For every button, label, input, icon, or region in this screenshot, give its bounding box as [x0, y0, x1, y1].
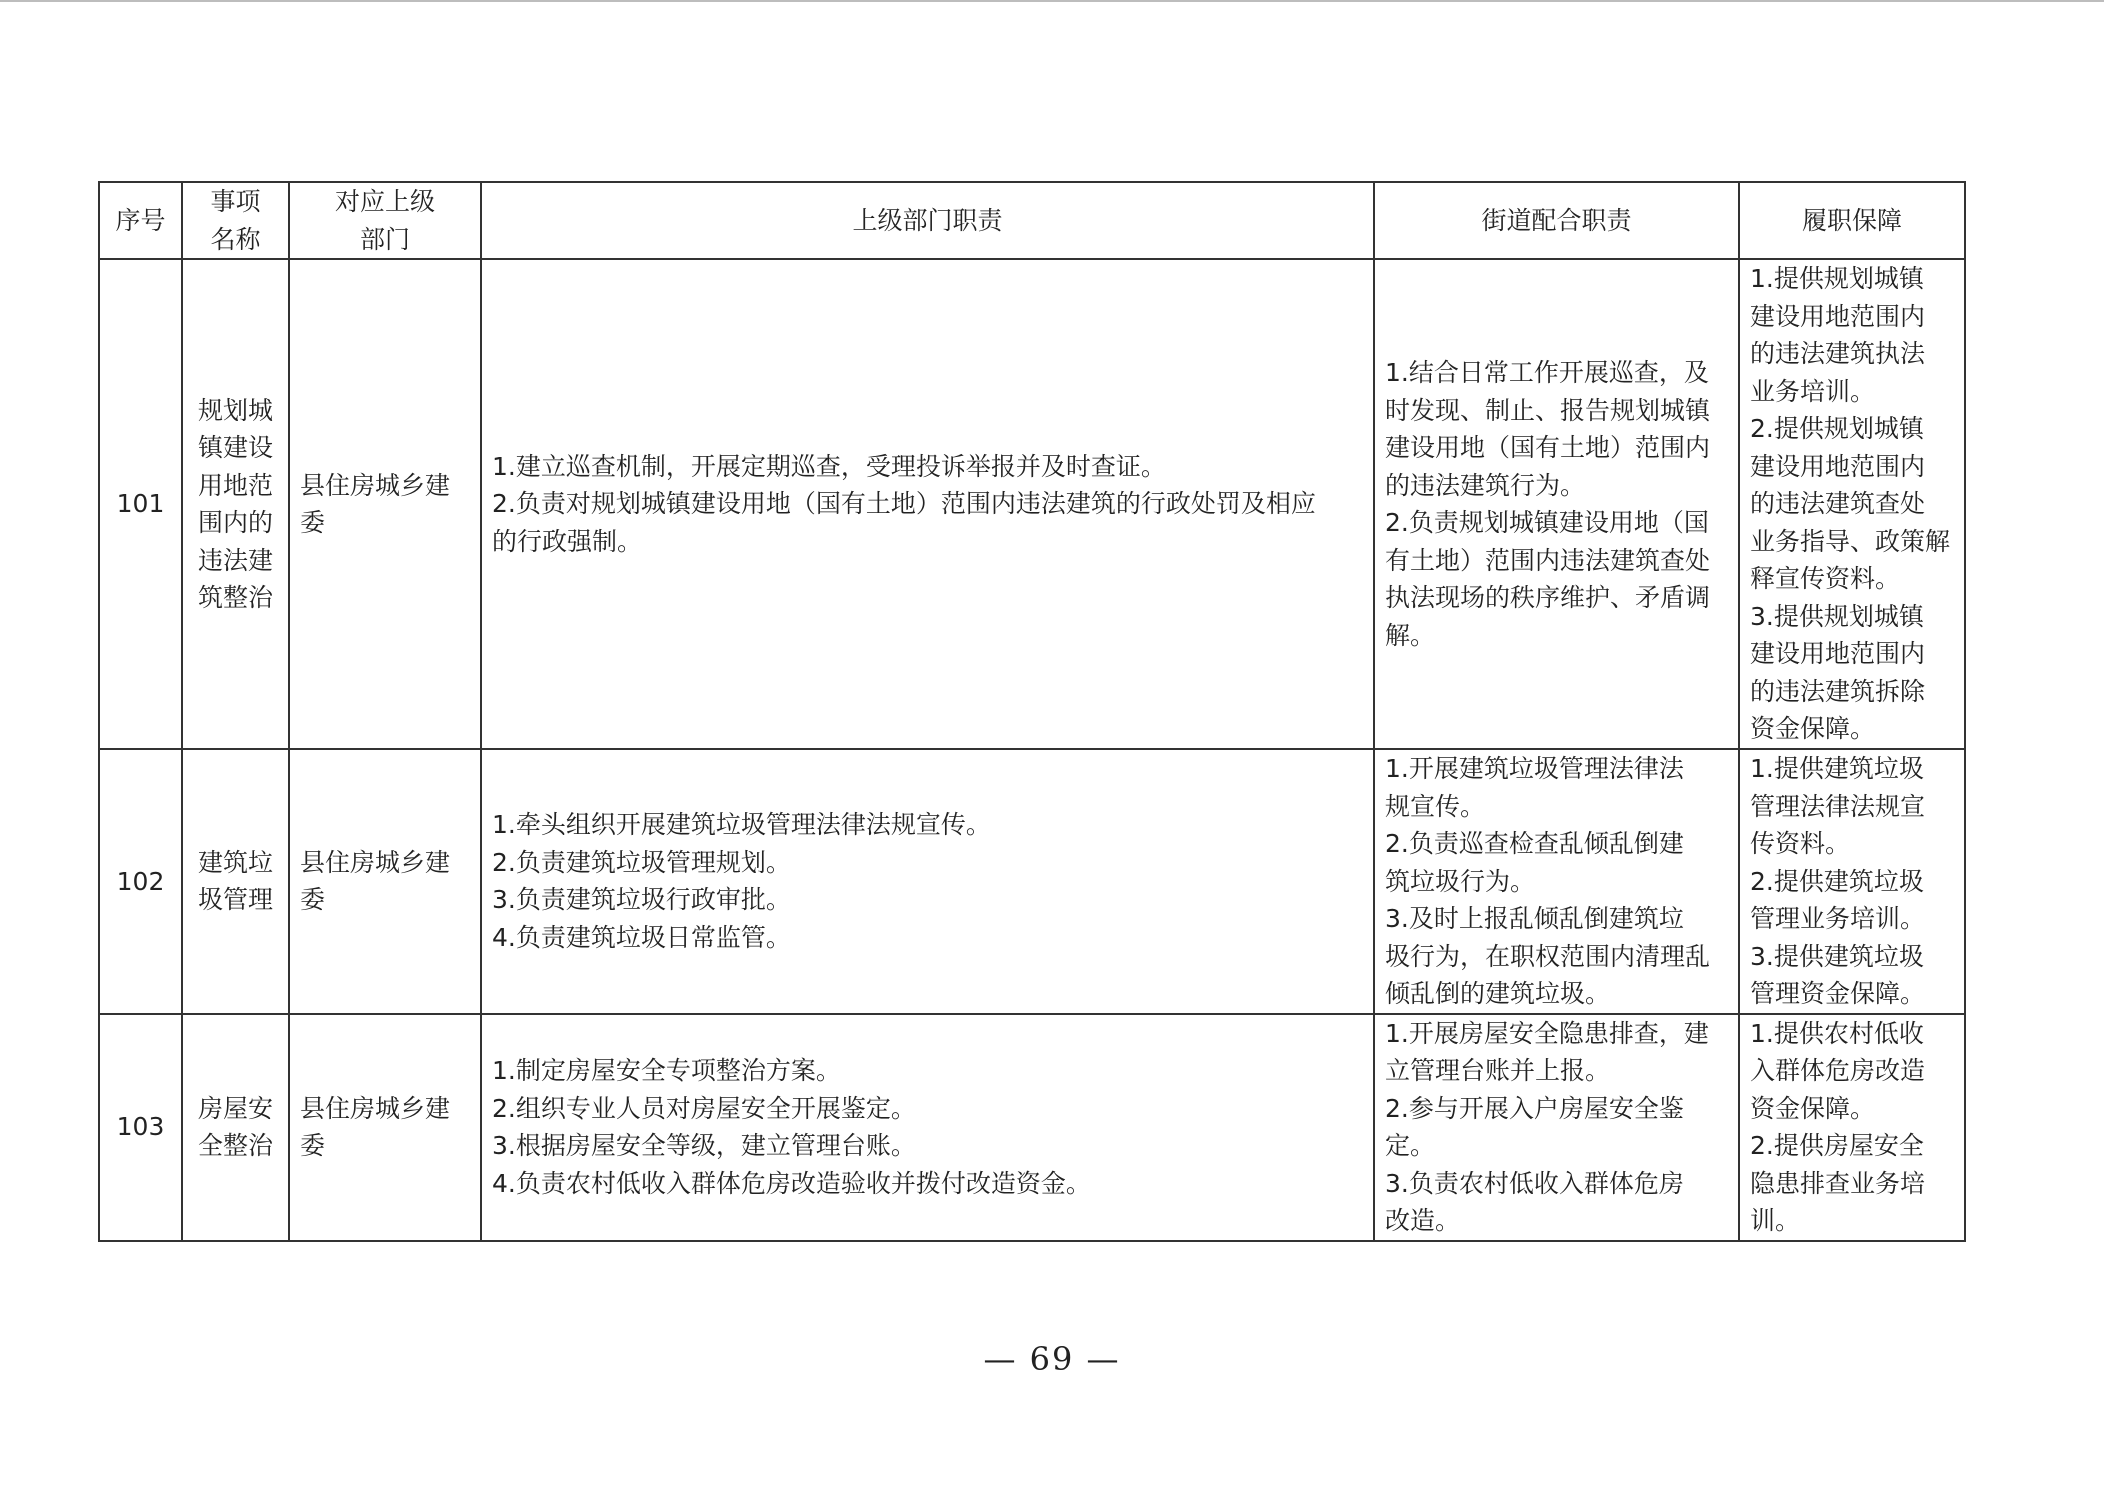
table-row [99, 749, 1965, 1014]
duty-table [98, 181, 1966, 1242]
table-row [99, 259, 1965, 749]
table-header-row [99, 182, 1965, 259]
header-street-duty: 街道配合职责 [1374, 182, 1739, 259]
top-border-line [0, 0, 2104, 2]
row-index: 102 [99, 749, 182, 1014]
table-row [99, 1014, 1965, 1241]
header-index: 序号 [99, 182, 182, 259]
row-guarantee: 1.提供农村低收 入群体危房改造 资金保障。 2.提供房屋安全 隐患排查业务培 训。 [1739, 1014, 1965, 1241]
row-upper-duty: 1.牵头组织开展建筑垃圾管理法律法规宣传。 2.负责建筑垃圾管理规划。 3.负责建筑垃圾行政审批。 4.负责建筑垃圾日常监管。 [481, 749, 1374, 1014]
row-index: 103 [99, 1014, 182, 1241]
row-upper-dept: 县住房城乡建 委 [289, 1014, 481, 1241]
row-upper-duty: 1.制定房屋安全专项整治方案。 2.组织专业人员对房屋安全开展鉴定。 3.根据房屋安全等级，建立管理台账。 4.负责农村低收入群体危房改造验收并拨付改造资金。 [481, 1014, 1374, 1241]
row-street-duty: 1.开展房屋安全隐患排查，建 立管理台账并上报。 2.参与开展入户房屋安全鉴 定。 3.负责农村低收入群体危房 改造。 [1374, 1014, 1739, 1241]
header-upper-dept: 对应上级 部门 [289, 182, 481, 259]
header-upper-duty: 上级部门职责 [481, 182, 1374, 259]
row-item-name: 房屋安 全整治 [182, 1014, 289, 1241]
header-guarantee: 履职保障 [1739, 182, 1965, 259]
header-item-name: 事项 名称 [182, 182, 289, 259]
row-index: 101 [99, 259, 182, 749]
row-street-duty: 1.结合日常工作开展巡查，及 时发现、制止、报告规划城镇 建设用地（国有土地）范围内 的违法建筑行为。 2.负责规划城镇建设用地（国 有土地）范围内违法建筑查处 执法现场的秩序维护、矛盾调 解。 [1374, 259, 1739, 749]
page-number: — 69 — [983, 1340, 1121, 1378]
row-guarantee: 1.提供建筑垃圾 管理法律法规宣 传资料。 2.提供建筑垃圾 管理业务培训。 3.提供建筑垃圾 管理资金保障。 [1739, 749, 1965, 1014]
row-street-duty: 1.开展建筑垃圾管理法律法 规宣传。 2.负责巡查检查乱倾乱倒建 筑垃圾行为。 3.及时上报乱倾乱倒建筑垃 圾行为，在职权范围内清理乱 倾乱倒的建筑垃圾。 [1374, 749, 1739, 1014]
row-item-name: 建筑垃 圾管理 [182, 749, 289, 1014]
row-upper-dept: 县住房城乡建 委 [289, 749, 481, 1014]
row-upper-dept: 县住房城乡建 委 [289, 259, 481, 749]
row-upper-duty: 1.建立巡查机制，开展定期巡查，受理投诉举报并及时查证。 2.负责对规划城镇建设用地（国有土地）范围内违法建筑的行政处罚及相应 的行政强制。 [481, 259, 1374, 749]
row-item-name: 规划城 镇建设 用地范 围内的 违法建 筑整治 [182, 259, 289, 749]
row-guarantee: 1.提供规划城镇 建设用地范围内 的违法建筑执法 业务培训。 2.提供规划城镇 建设用地范围内 的违法建筑查处 业务指导、政策解 释宣传资料。 3.提供规划城镇 建设用地范围内 的违法建筑拆除 资金保障。 [1739, 259, 1965, 749]
